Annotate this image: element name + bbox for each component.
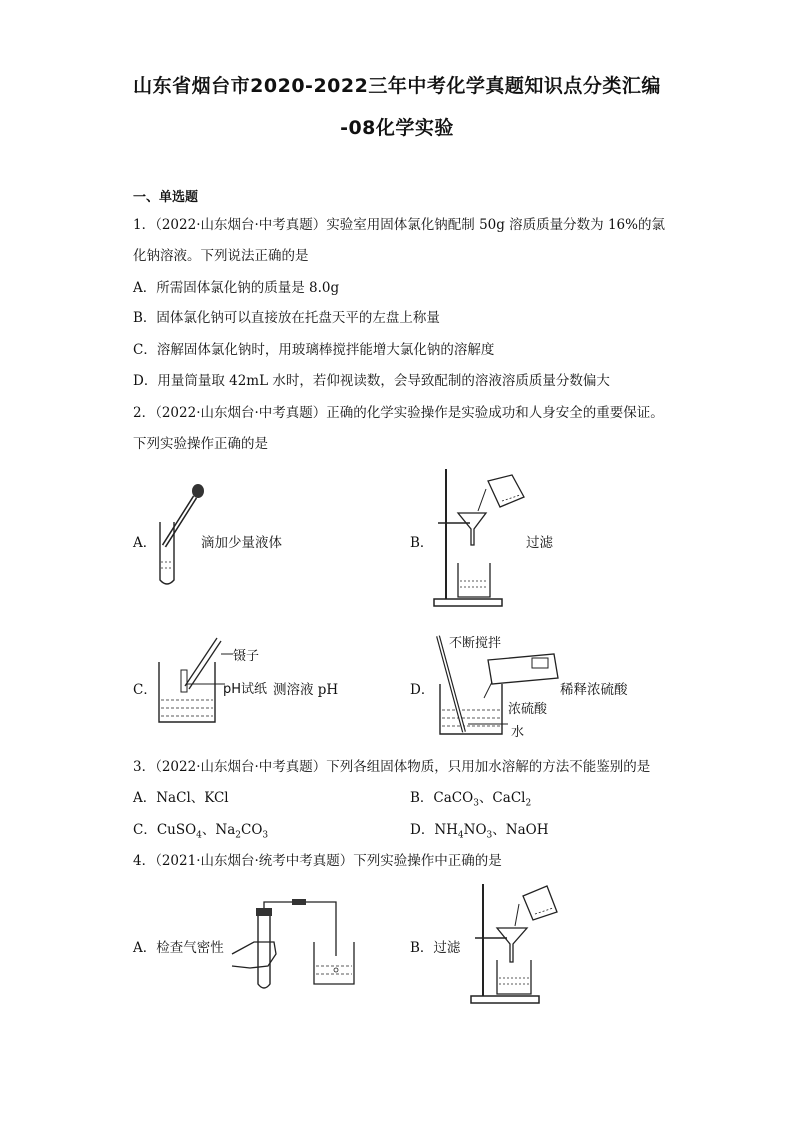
- section-heading: 一、单选题: [133, 190, 199, 205]
- q2-option-d-stir-label: 不断搅拌: [449, 636, 502, 651]
- q2-option-c-letter: C．: [133, 682, 157, 698]
- q4-option-a: A．检查气密性: [133, 940, 224, 956]
- q1-option-b: B．固体氯化钠可以直接放在托盘天平的左盘上称量: [133, 310, 440, 326]
- q2-option-a-text: 滴加少量液体: [201, 535, 282, 551]
- q2-option-d-acid-label: 浓硫酸: [508, 702, 548, 717]
- q1-option-d: D．用量筒量取 42mL 水时，若仰视读数，会导致配制的溶液溶质质量分数偏大: [133, 373, 610, 389]
- q2-stem-line2: 下列实验操作正确的是: [133, 436, 268, 452]
- q2-option-c-text: 测溶液 pH: [273, 682, 339, 698]
- q2-option-c-paper-label: pH试纸: [223, 682, 268, 697]
- q1-option-c: C．溶解固体氯化钠时，用玻璃棒搅拌能增大氯化钠的溶解度: [133, 342, 495, 358]
- q1-option-a: A．所需固体氯化钠的质量是 8.0g: [133, 280, 340, 296]
- q2-option-c-tweezers-label: 镊子: [233, 649, 260, 664]
- filtration-figure-2: [467, 882, 562, 1006]
- airtightness-check-figure: [228, 896, 378, 992]
- q3-option-a: A．NaCl、KCl: [133, 790, 229, 806]
- filtration-figure: [430, 467, 530, 609]
- q2-option-d-letter: D．: [410, 682, 435, 698]
- q2-option-b-text: 过滤: [526, 535, 553, 551]
- q2-option-d-water-label: 水: [511, 725, 525, 740]
- q3-option-c: C．CuSO$_4$、$Na_2CO_3$: [133, 822, 269, 841]
- q1-stem-line1: 1．（2022·山东烟台·中考真题）实验室用固体氯化钠配制 50g 溶质质量分数为 16%的氯: [133, 217, 665, 233]
- q3-option-d: D．$NH_4NO_3$、NaOH: [410, 822, 549, 841]
- q4-stem: 4．（2021·山东烟台·统考中考真题）下列实验操作中正确的是: [133, 853, 502, 869]
- q2-option-b-letter: B．: [410, 535, 434, 551]
- q4-option-b: B．过滤: [410, 940, 461, 956]
- q3-stem: 3．（2022·山东烟台·中考真题）下列各组固体物质，只用加水溶解的方法不能鉴别的是: [133, 759, 651, 775]
- q1-stem-line2: 化钠溶液。下列说法正确的是: [133, 248, 309, 264]
- q3-option-b: B．CaCO$_3$、CaCl$_2$: [410, 790, 532, 809]
- doc-title-line2: -08化学实验: [340, 117, 454, 139]
- q2-stem-line1: 2．（2022·山东烟台·中考真题）正确的化学实验操作是实验成功和人身安全的重要保证。: [133, 405, 664, 421]
- doc-title-line1: 山东省烟台市2020-2022三年中考化学真题知识点分类汇编: [133, 75, 661, 97]
- q2-option-d-text: 稀释浓硫酸: [560, 682, 628, 698]
- q2-option-a-letter: A．: [133, 535, 157, 551]
